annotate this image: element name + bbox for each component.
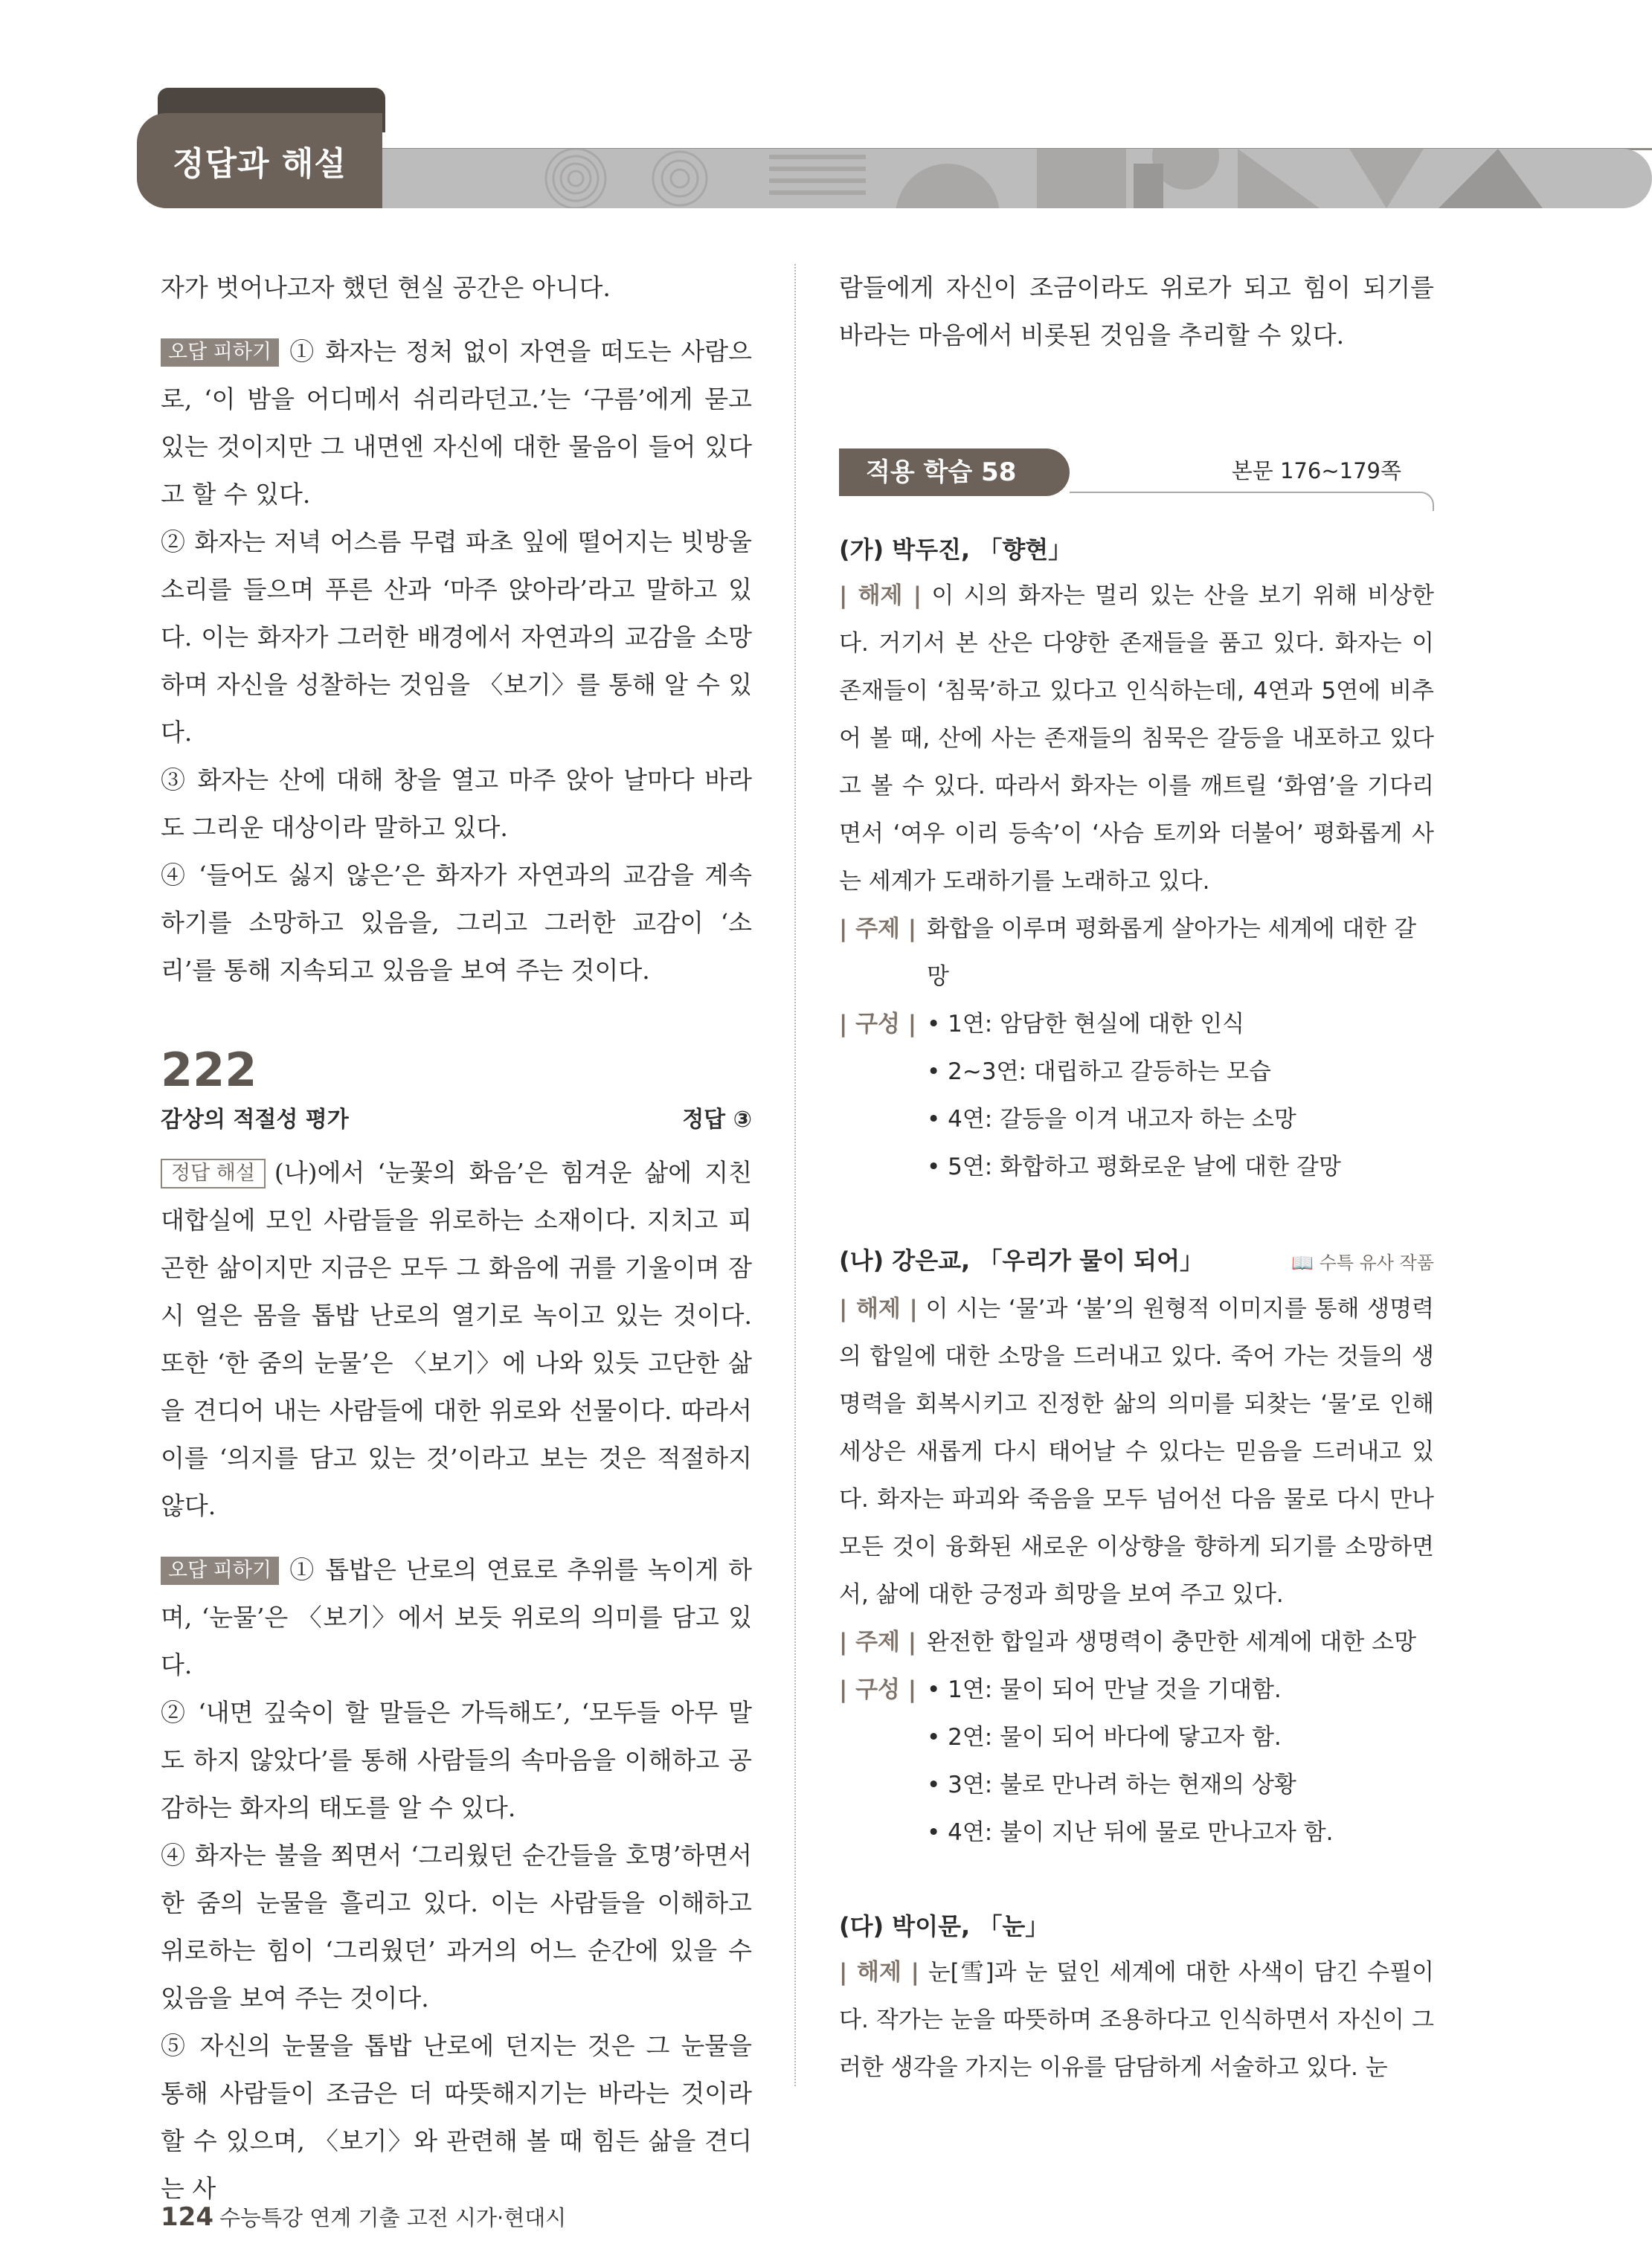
gusung-item: • 3연: 불로 만나려 하는 현재의 상황 <box>839 1761 1434 1809</box>
haeje-label: | 해제 | <box>839 582 922 609</box>
answer-explanation: 정답 해설 (나)에서 ‘눈꽃의 화음’은 힘겨운 삶에 지친 대합실에 모인 사람들을 위로하는 소재이다. 지치고 피곤한 삶이지만 지금은 모두 그 화음에 귀를 기울이며 잠시 얼은 몸을 톱밥 난로의 열기로 녹이고 있는 것이다. 또한 ‘한 줌의 눈물’은 〈보기〉에 나와 있듯 고단한 삶을 견디어 내는 사람들에 대한 위로와 선물이다. 따라서 이를 ‘의지를 담고 있는 것’이라고 보는 것은 적절하지 않다. <box>161 1158 752 1520</box>
wrong-answer-1 <box>161 328 752 518</box>
similar-work-note: 📖 수특 유사 작품 <box>1291 1252 1434 1273</box>
header-pattern-band <box>382 149 1652 208</box>
haeje-label: | 해제 | <box>839 1296 918 1322</box>
header-title: 정답과 해설 <box>173 145 347 183</box>
gusung-item: • 2연: 물이 되어 바다에 닿고자 함. <box>839 1714 1434 1761</box>
wrong-answer-tag: 오답 피하기 <box>161 338 279 367</box>
section-pages: 본문 176~179쪽 <box>1231 458 1401 483</box>
work-title-ga: (가) 박두진, 「향현」 <box>839 535 1073 564</box>
gusung-item: • 4연: 불이 지난 뒤에 물로 만나고자 함. <box>839 1809 1434 1856</box>
gusung-na: | 구성 | • 1연: 물이 되어 만날 것을 기대함. <box>839 1666 1434 1714</box>
wrong-answer-item: ① 톱밥은 난로의 연료로 추위를 녹이게 하며, ‘눈물’은 〈보기〉에서 보듯 위로의 의미를 담고 있다. <box>161 1555 752 1679</box>
section-title: 적용 학습 58 <box>839 448 1070 496</box>
question-answer: 정답 ③ <box>682 1107 752 1133</box>
wrong-answer-item: ① 화자는 정처 없이 자연을 떠도는 사람으로, ‘이 밤을 어디메서 쉬리라던고.’는 ‘구름’에게 묻고 있는 것이지만 그 내면엔 자신에 대한 물음이 들어 있다고 할 수 있다. <box>161 337 752 509</box>
book-title: 수능특강 연계 기출 고전 시가·현대시 <box>219 2205 567 2230</box>
wrong-answer-item: ④ ‘들어도 싫지 않은’은 화자가 자연과의 교감을 계속하기를 소망하고 있음을, 그리고 그러한 교감이 ‘소리’를 통해 지속되고 있음을 보여 주는 것이다. <box>161 861 752 985</box>
continued-text: 자가 벗어나고자 했던 현실 공간은 아니다. <box>161 273 611 302</box>
haeje-label: | 해제 | <box>839 1959 919 1986</box>
explanation-tag: 정답 해설 <box>161 1159 266 1188</box>
wrong-answer-item: ⑤ 자신의 눈물을 톱밥 난로에 던지는 것은 그 눈물을 통해 사람들이 조금은 더 따뜻해지기는 바라는 것이라 할 수 있으며, 〈보기〉와 관련해 볼 때 힘든 삶을 견디는 사 <box>161 2031 752 2203</box>
book-icon: 📖 <box>1291 1252 1314 1273</box>
header-pattern <box>382 149 1652 208</box>
page-number: 124 <box>161 2202 213 2232</box>
wrong-answer-tag: 오답 피하기 <box>161 1557 279 1585</box>
wrong-answer-item: ② 화자는 저녁 어스름 무렵 파초 잎에 떨어지는 빗방울 소리를 들으며 푸른 산과 ‘마주 앉아라’라고 말하고 있다. 이는 화자가 그러한 배경에서 자연과의 교감을 소망하며 자신을 성찰하는 것임을 〈보기〉를 통해 알 수 있다. <box>161 527 752 747</box>
haeje-da: | 해제 | 눈[雪]과 눈 덮인 세계에 대한 사색이 담긴 수필이다. 작가는 눈을 따뜻하며 조용하다고 인식하면서 자신이 그러한 생각을 가지는 이유를 담담하게 서술하고 있다. 눈 <box>839 1959 1435 2081</box>
question-type: 감상의 적절성 평가 <box>161 1107 349 1133</box>
left-column <box>161 264 752 2213</box>
gusung-item: • 2~3연: 대립하고 갈등하는 모습 <box>839 1048 1434 1096</box>
gusung-item: • 5연: 화합하고 평화로운 날에 대한 갈망 <box>839 1143 1434 1191</box>
work-title-na: (나) 강은교, 「우리가 물이 되어」 📖 수특 유사 작품 <box>839 1238 1434 1285</box>
haeje-na: | 해제 | 이 시는 ‘물’과 ‘불’의 원형적 이미지를 통해 생명력의 합일에 대한 소망을 드러내고 있다. 죽어 가는 것들의 생명력을 회복시키고 진정한 삶의 의미를 되찾는 ‘물’로 인해 세상은 새롭게 다시 태어날 수 있다는 믿음을 드러내고 있다. 화자는 파괴와 죽음을 모두 넘어선 다음 물로 다시 만나 모든 것이 융화된 새로운 이상향을 향하게 되기를 소망하면서, 삶에 대한 긍정과 희망을 보여 주고 있다. <box>839 1296 1434 1608</box>
wrong-answer-item: ④ 화자는 불을 쬐면서 ‘그리웠던 순간들을 호명’하면서 한 줌의 눈물을 흘리고 있다. 이는 사람들을 이해하고 위로하는 힘이 ‘그리웠던’ 과거의 어느 순간에 있을 수 있음을 보여 주는 것이다. <box>161 1841 752 2013</box>
gusung-item: • 4연: 갈등을 이겨 내고자 하는 소망 <box>839 1096 1434 1143</box>
wrong-answer-item: ③ 화자는 산에 대해 창을 열고 마주 앉아 날마다 바라도 그리운 대상이라 말하고 있다. <box>161 765 752 842</box>
juje-na: | 주제 | 완전한 합일과 생명력이 충만한 세계에 대한 소망 <box>839 1629 1417 1656</box>
continued-text: 람들에게 자신이 조금이라도 위로가 되고 힘이 되기를 바라는 마음에서 비롯된 것임을 추리할 수 있다. <box>839 273 1434 350</box>
section-rule <box>1070 492 1434 511</box>
question-subheader <box>161 1100 752 1140</box>
column-divider <box>794 264 796 2086</box>
wrong-answer-item: ② ‘내면 깊숙이 할 말들은 가득해도’, ‘모두들 아무 말도 하지 않았다’를 통해 사람들의 속마음을 이해하고 공감하는 화자의 태도를 알 수 있다. <box>161 1698 752 1822</box>
haeje-ga: | 해제 | 이 시의 화자는 멀리 있는 산을 보기 위해 비상한다. 거기서 본 산은 다양한 존재들을 품고 있다. 화자는 이 존재들이 ‘침묵’하고 있다고 인식하는데, 4연과 5연에 비추어 볼 때, 산에 사는 존재들의 침묵은 갈등을 내포하고 있다고 볼 수 있다. 따라서 화자는 이를 깨트릴 ‘화염’을 기다리면서 ‘여우 이리 등속’이 ‘사슴 토끼와 더불어’ 평화롭게 사는 세계가 도래하기를 노래하고 있다. <box>839 582 1434 895</box>
section-header <box>839 448 1434 517</box>
right-column <box>839 264 1434 2091</box>
question-number: 222 <box>161 1043 257 1097</box>
wrong-answer-2 <box>161 1546 752 1689</box>
gusung-ga: | 구성 | • 1연: 암담한 현실에 대한 인식 <box>839 1000 1434 1048</box>
work-title-da: (다) 박이문, 「눈」 <box>839 1912 1050 1940</box>
gusung-item: • 1연: 암담한 현실에 대한 인식 <box>927 1011 1244 1038</box>
page-footer <box>161 2201 566 2232</box>
juje-ga: | 주제 | 화합을 이루며 평화롭게 살아가는 세계에 대한 갈망 <box>839 916 1417 990</box>
gusung-item: • 1연: 물이 되어 만날 것을 기대함. <box>927 1676 1282 1703</box>
